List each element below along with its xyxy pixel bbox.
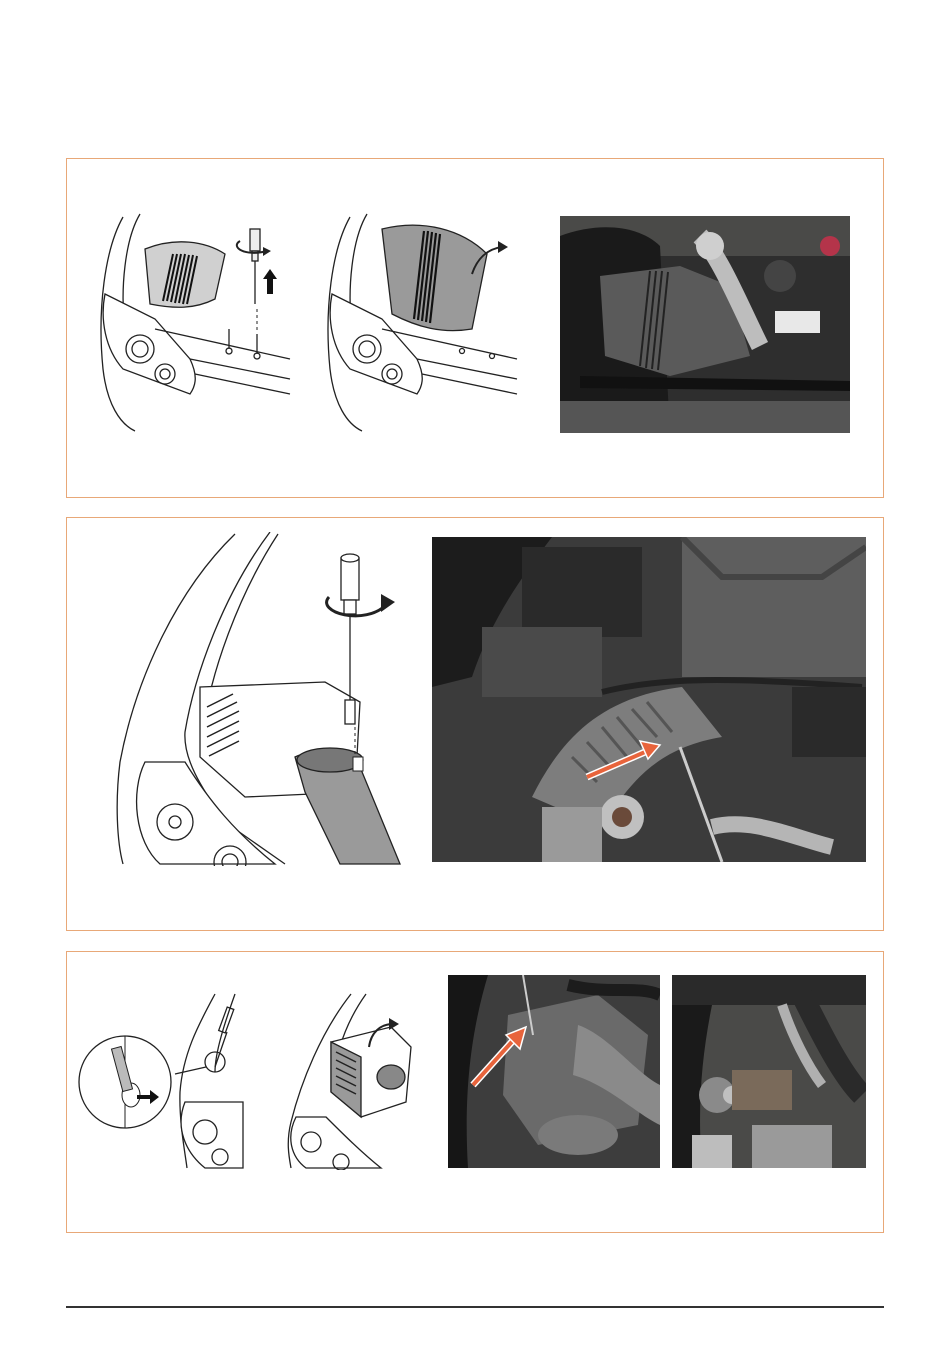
airbox-clip-photo	[448, 975, 660, 1168]
intake-hose-clamp-photo	[432, 537, 866, 862]
loosen-hose-clamp-illustration	[115, 532, 410, 866]
lift-airbox-illustration	[281, 992, 426, 1170]
step-3-panel	[66, 951, 884, 1233]
airbox-removed-photo	[672, 975, 866, 1168]
footer-rule	[66, 1306, 884, 1308]
step-2-panel	[66, 517, 884, 931]
release-clip-illustration	[75, 992, 245, 1170]
engine-bay-cover-photo	[560, 216, 850, 433]
step-1-panel	[66, 158, 884, 498]
lift-cover-illustration	[322, 209, 522, 434]
remove-screws-illustration	[95, 209, 295, 434]
